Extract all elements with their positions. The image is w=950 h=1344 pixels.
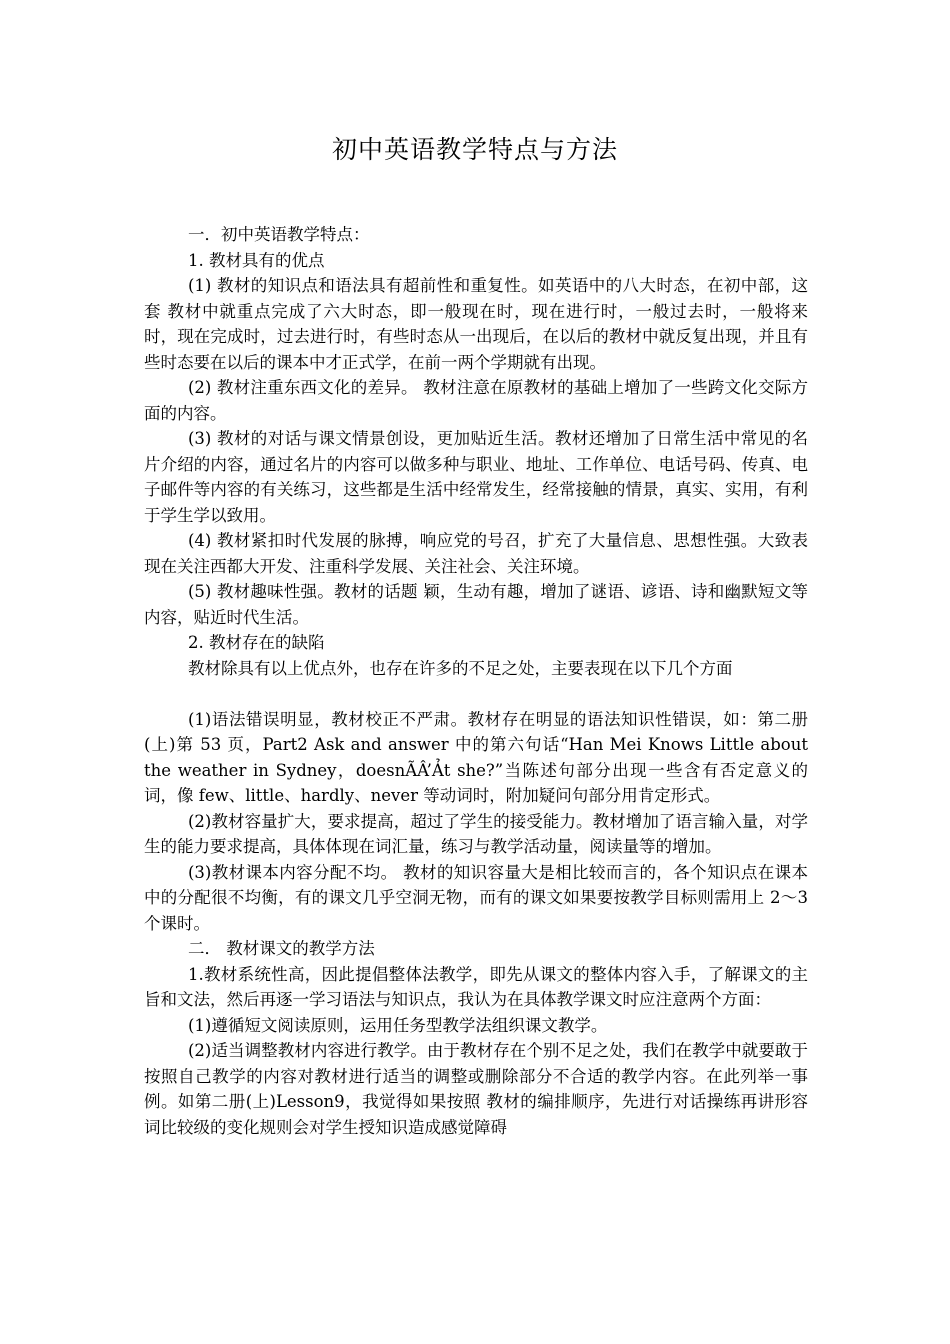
paragraph-method-1: 1.教材系统性高，因此提倡整体法教学，即先从课文的整体内容入手，了解课文的主旨和文法，然后再逐一学习语法与知识点，我认为在具体教学课文时应注意两个方面：	[144, 964, 808, 1009]
paragraph-method-1-2: (2)适当调整教材内容进行教学。由于教材存在个别不足之处，我们在教学中就要敢于按照自己教学的内容对教材进行适当的调整或删除部分不合适的教学内容。在此列举一事例。如第二册(上)Lesson9，我觉得如果按照 教材的编排顺序，先进行对话操练再讲形容词比较级的变化规则会对学生授知识造成感觉障碍	[144, 1041, 808, 1137]
paragraph-advantage-2: (2) 教材注重东西文化的差异。 教材注意在原教材的基础上增加了一些跨文化交际方面的内容。	[144, 378, 808, 423]
document-title: 初中英语教学特点与方法	[331, 135, 618, 164]
paragraph-advantage-3: (3) 教材的对话与课文情景创设，更加贴近生活。教材还增加了日常生活中常见的名片介绍的内容，通过名片的内容可以做多种与职业、地址、工作单位、电话号码、传真、电子邮件等内容的有关练习，这些都是生活中经常发生，经常接触的情景，真实、实用，有利于学生学以致用。	[144, 429, 808, 525]
paragraph-defect-3: (3)教材课本内容分配不均。 教材的知识容量大是相比较而言的，各个知识点在课本中的分配很不均衡，有的课文几乎空洞无物，而有的课文如果要按教学目标则需用上 2～3 个课时。	[144, 862, 808, 933]
paragraph-defect-2: (2)教材容量扩大，要求提高，超过了学生的接受能力。教材增加了语言输入量，对学生的能力要求提高，具体体现在词汇量，练习与教学活动量，阅读量等的增加。	[144, 811, 808, 856]
paragraph-defects-intro: 教材除具有以上优点外，也存在许多的不足之处，主要表现在以下几个方面	[188, 658, 733, 678]
paragraph-advantage-5: (5) 教材趣味性强。教材的话题 颖，生动有趣，增加了谜语、谚语、诗和幽默短文等内容，贴近时代生活。	[144, 582, 808, 627]
paragraph-advantage-4: (4) 教材紧扣时代发展的脉搏，响应党的号召，扩充了大量信息、思想性强。大致表现在关注西都大开发、注重科学发展、关注社会、关注环境。	[144, 531, 808, 576]
section-heading-1: 一．初中英语教学特点：	[188, 225, 370, 244]
paragraph-defect-1: (1)语法错误明显，教材校正不严肃。教材存在明显的语法知识性错误，如：第二册(上)第 53 页，Part2 Ask and answer 中的第六句话“Han Mei Knows Little about the weather in Sydney，doesnÃÂ’Ảt she?”当陈述句部分出现一些含有否定意义的词，像 few、little、hardly、never 等动词时，附加疑问句部分用肯定形式。	[144, 709, 808, 805]
subheading-defects: 2. 教材存在的缺陷	[188, 633, 325, 652]
paragraph-method-1-1: (1)遵循短文阅读原则，运用任务型教学法组织课文教学。	[188, 1015, 608, 1035]
document-body	[144, 222, 808, 1140]
section-heading-2: 二． 教材课文的教学方法	[188, 939, 375, 958]
subheading-advantages: 1. 教材具有的优点	[188, 250, 325, 270]
paragraph-advantage-1: (1) 教材的知识点和语法具有超前性和重复性。如英语中的八大时态，在初中部，这套 教材中就重点完成了六大时态，即一般现在时，现在进行时，一般过去时，一般将来时，现在完成时，过去进行时，有些时态从一出现后，在以后的教材中就反复出现，并且有些时态要在以后的课本中才正式学，在前一两个学期就有出现。	[144, 276, 808, 372]
